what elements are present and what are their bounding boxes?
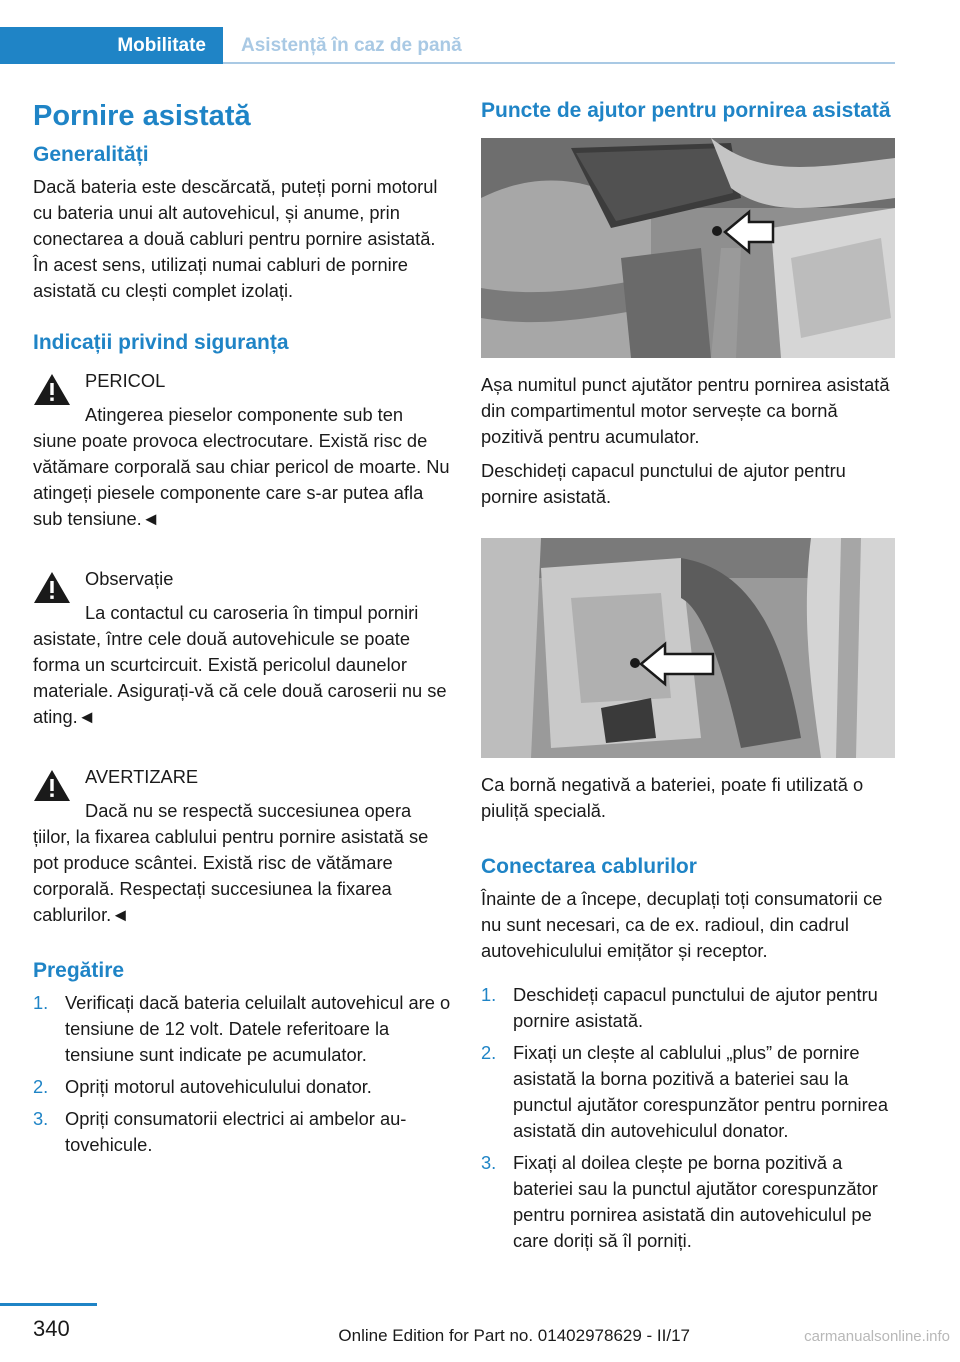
list-text: Opriți motorul autovehiculului donator.: [65, 1076, 372, 1097]
jump-points-heading: Puncte de ajutor pentru pornirea asistată: [481, 99, 891, 122]
engine-bay-positive-point-image: [481, 138, 895, 358]
warning-text-first-line: Atingerea pieselor componente sub ten: [85, 404, 404, 425]
warning-text-first-line: La contactul cu caroseria în timpul porniri: [85, 602, 419, 623]
list-item: [33, 1074, 451, 1100]
connect-steps-list: [481, 982, 899, 1254]
section-tab-mobilitate: [0, 27, 223, 64]
warning-triangle-icon: [33, 768, 71, 802]
warning-block-danger: [33, 368, 451, 532]
page-number: 340: [33, 1316, 70, 1341]
edition-text: Online Edition for Part no. 01402978629 - II/17: [338, 1326, 690, 1345]
warning-block-caution: [33, 764, 451, 928]
preparation-heading: Pregătire: [33, 959, 125, 982]
right-column: [481, 98, 899, 1260]
warning-label: AVERTIZARE: [85, 766, 199, 787]
list-item: [33, 1106, 451, 1158]
list-number: 2.: [481, 1042, 497, 1063]
list-text: Verificați dacă bateria celuilalt autovehicul are o tensiune de 12 volt. Datele referitoare la tensiune sunt indicate pe acumulator.: [65, 992, 451, 1065]
list-item: [481, 1150, 899, 1254]
list-text: Deschideți capacul punctului de ajutor pentru pornire asistată.: [513, 984, 878, 1031]
warning-text-first-line: Dacă nu se respectă succesiunea opera: [85, 800, 412, 821]
caption-positive-point: Așa numitul punct ajutător pentru pornirea asistată din compartimentul motor servește ca bornă pozitivă pentru acumulator.: [481, 374, 890, 447]
warning-text: asistate, între cele două autovehicule se poate forma un scurtcircuit. Există pericolul daunelor materiale. Asigurați-vă că cele două caroserii nu se ating.◄: [33, 628, 447, 727]
safety-heading: Indicații privind siguranța: [33, 331, 289, 354]
warning-label: PERICOL: [85, 370, 166, 391]
caption-negative-point: Ca bornă negativă a bateriei, poate fi utilizată o piuliță specială.: [481, 774, 864, 821]
list-item: [33, 990, 451, 1068]
list-number: 2.: [33, 1076, 49, 1097]
footer-divider: [0, 1303, 97, 1306]
connect-intro: Înainte de a începe, decuplați toți consumatorii ce nu sunt necesari, ca de ex. radioul, din cadrul autovehiculului emițător și receptor.: [481, 888, 883, 961]
list-number: 3.: [481, 1152, 497, 1173]
list-number: 1.: [481, 984, 497, 1005]
list-number: 3.: [33, 1108, 49, 1129]
header-divider: [223, 62, 895, 64]
subsection-tab-asistenta: Asistență în caz de pană: [241, 35, 462, 56]
header-bar: [0, 27, 895, 64]
warning-block-note: [33, 566, 451, 730]
watermark: carmanualsonline.info: [804, 1328, 950, 1345]
warning-text: țiilor, la fixarea cablului pentru pornire asistată se pot produce scântei. Există risc de vătămare corporală. Respectați succesiunea la fixarea cablurilor.◄: [33, 826, 429, 925]
list-text: Fixați al doilea clește pe borna pozitivă a bateriei sau la punctul ajutător corespunzător pentru pornirea asistată din autovehiculul pe care doriți să îl porniți.: [513, 1152, 878, 1251]
list-item: [481, 982, 899, 1034]
warning-label: Observație: [85, 568, 174, 589]
warning-text: siune poate provoca electrocutare. Există risc de vătămare corporală sau chiar pericol de moarte. Nu atingeți piesele componente care s-ar putea afla sub tensiune.◄: [33, 430, 450, 529]
engine-bay-negative-point-image: [481, 538, 895, 758]
section-tab-label: Mobilitate: [117, 34, 206, 56]
list-text: Opriți consumatorii electrici ai ambelor autovehicule.: [65, 1108, 407, 1155]
connect-cables-heading: Conectarea cablurilor: [481, 855, 697, 878]
page-title: Pornire asistată: [33, 100, 251, 132]
warning-triangle-icon: [33, 372, 71, 406]
list-number: 1.: [33, 992, 49, 1013]
list-item: [481, 1040, 899, 1144]
general-text: Dacă bateria este descărcată, puteți porni motorul cu bateria unui alt autovehicul, și anume, prin conectarea a două cabluri pentru pornire asistată. În acest sens, utilizați numai cabluri de pornire asistată cu clești complet izolați.: [33, 176, 438, 301]
left-column: [33, 98, 451, 1164]
caption-open-cover: Deschideți capacul punctului de ajutor pentru pornire asistată.: [481, 460, 846, 507]
general-heading: Generalități: [33, 143, 149, 166]
warning-triangle-icon: [33, 570, 71, 604]
list-text: Fixați un clește al cablului „plus” de pornire asistată la borna pozitivă a bateriei sau la punctul ajutător corespunzător pentru pornirea asistată din autovehiculul donator.: [513, 1042, 888, 1141]
preparation-list: [33, 990, 451, 1158]
